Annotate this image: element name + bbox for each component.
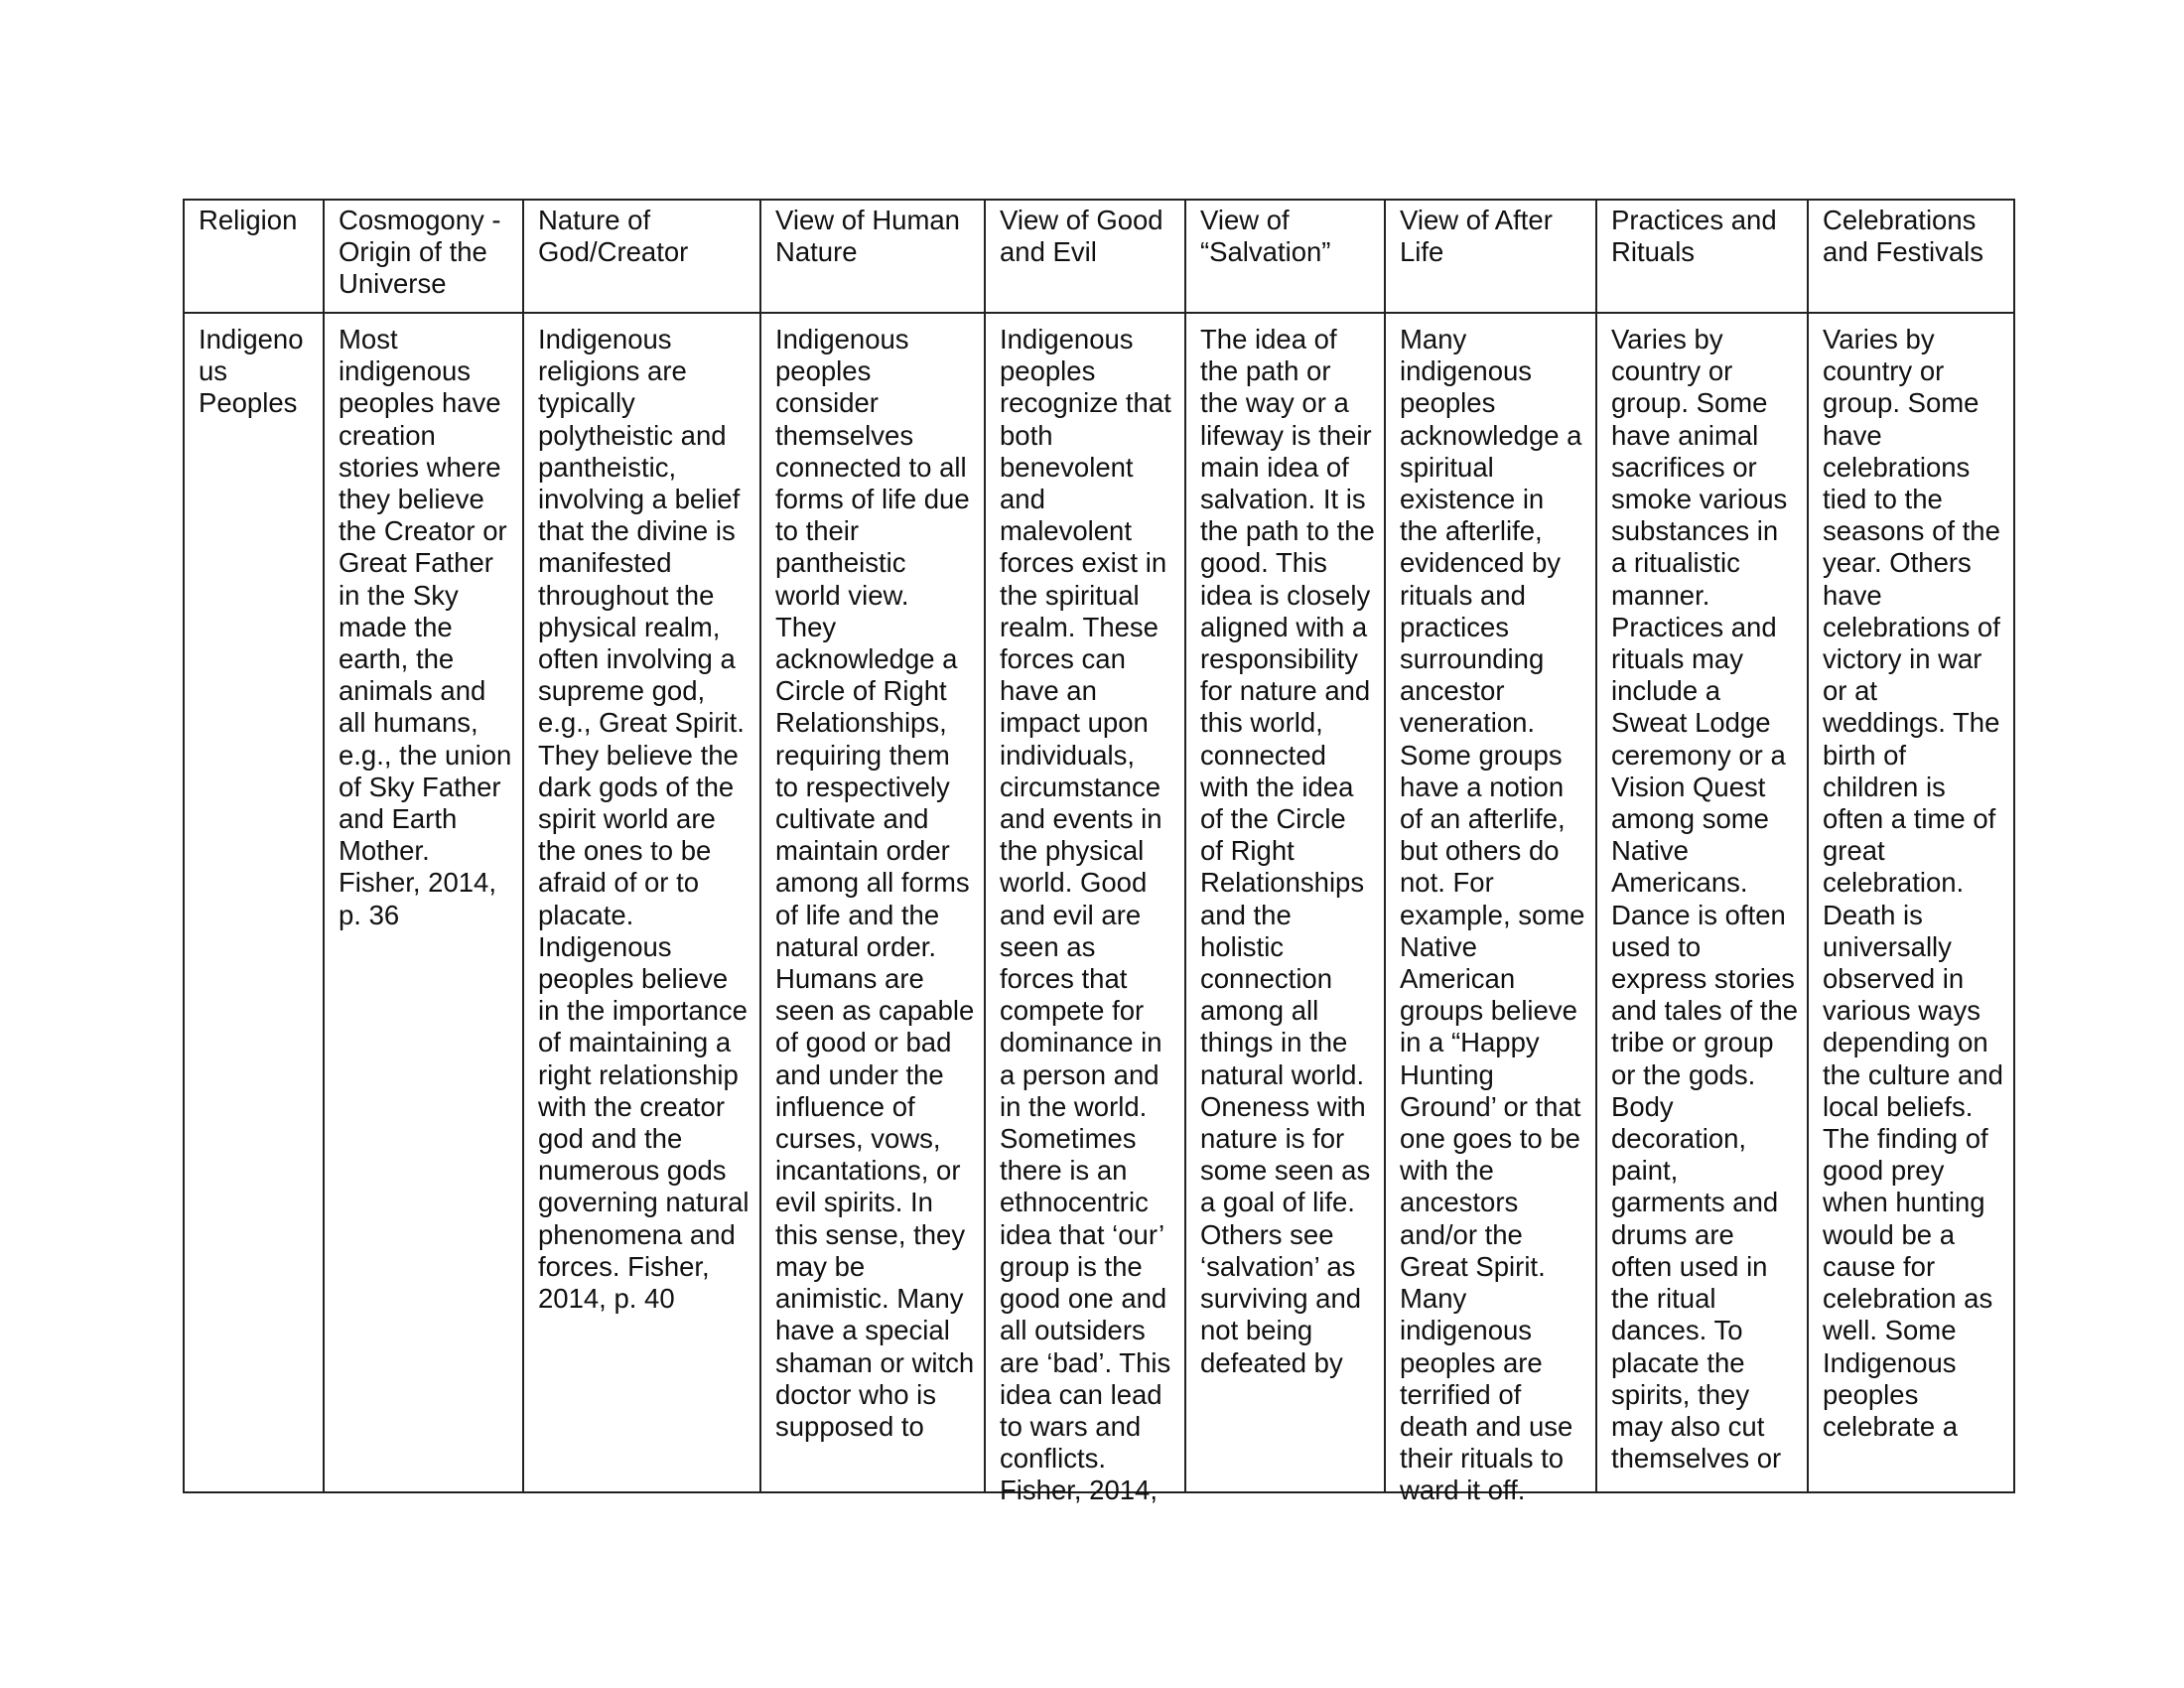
header-cell — [523, 200, 760, 313]
cell-human-nature: Indigenous peoples consider themselves connected to all forms of life due to their pantheistic world view. They acknowledge a Circle of Right Relationships, requiring them to respectively cultivate and maintain order among all forms of life and the natural order. Humans are seen as capable of good or bad and under the influence of curses, vows, incantations, or evil spirits. In this sense, they may be animistic. Many have a special shaman or witch doctor who is supposed to — [775, 324, 975, 1442]
header-good-and-evil: View of Good and Evil — [1000, 205, 1163, 268]
header-practices: Practices and Rituals — [1611, 205, 1777, 268]
cell-practices: Varies by country or group. Some have animal sacrifices or smoke various substances in a ritualistic manner. Practices and rituals may include a Sweat Lodge ceremony or a Vision Quest among some Native Americans. Dance is often used to express stories and tales of the tribe or group or the gods. Body decoration, paint, garments and drums are often used in the ritual dances. To placate the spirits, they may also cut themselves or — [1611, 324, 1799, 1475]
cell-cosmogony: Most indigenous peoples have creation stories where they believe the Creator or Great Father in the Sky made the earth, the animals and all humans, e.g., the union of Sky Father and Earth Mother. Fisher, 2014, p. 36 — [339, 324, 512, 930]
cell-salvation: The idea of the path or the way or a lifeway is their main idea of salvation. It is the path to the good. This idea is closely aligned with a responsibility for nature and this world, connected with the idea of the Circle of Right Relationships and the holistic connection among all things in the natural world. Oneness with nature is for some seen as a goal of life. Others see ‘salvation’ as surviving and not being defeated by — [1200, 324, 1375, 1378]
table-cell — [184, 313, 324, 1492]
header-religion: Religion — [199, 205, 298, 235]
cell-after-life: Many indigenous peoples acknowledge a spiritual existence in the afterlife, evidenced by rituals and practices surrounding ancestor veneration. Some groups have a notion of an afterlife, but others do not. For example, some Native American groups believe in a “Happy Hunting Ground’ or that one goes to be with the ancestors and/or the Great Spirit. Many indigenous peoples are terrified of death and use their rituals to ward it off. — [1400, 324, 1585, 1506]
header-cell — [1185, 200, 1385, 313]
cell-celebrations: Varies by country or group. Some have celebrations tied to the seasons of the year. Others have celebrations of victory in war or at weddings. The birth of children is often a time of great celebration. Death is universally observed in various ways depending on the culture and local beliefs. The finding of good prey when hunting would be a cause for celebration as well. Some Indigenous peoples celebrate a — [1823, 324, 2003, 1442]
table-cell — [1385, 313, 1596, 1506]
header-cell — [1385, 200, 1596, 313]
table-cell — [1185, 313, 1385, 1492]
header-nature-of-god: Nature of God/Creator — [538, 205, 689, 268]
cell-religion: Indigenous Peoples — [199, 324, 304, 419]
religion-comparison-table — [183, 199, 2015, 1506]
cell-good-and-evil: Indigenous peoples recognize that both benevolent and malevolent forces exist in the spiritual realm. These forces can have an impact upon individuals, circumstance and events in the physical world. Good and evil are seen as forces that compete for dominance in a person and in the world. Sometimes there is an ethnocentric idea that ‘our’ group is the good one and all outsiders are ‘bad’. This idea can lead to wars and conflicts. Fisher, 2014, — [1000, 324, 1171, 1506]
header-human-nature: View of Human Nature — [775, 205, 960, 268]
header-cell — [324, 200, 523, 313]
table-cell — [324, 313, 523, 1492]
table-cell — [1596, 313, 1808, 1492]
header-cell — [1808, 200, 2014, 313]
header-celebrations: Celebrations and Festivals — [1823, 205, 1984, 268]
header-after-life: View of After Life — [1400, 205, 1553, 268]
header-cell — [1596, 200, 1808, 313]
table-header-row — [184, 200, 2014, 313]
header-cell — [985, 200, 1185, 313]
table-cell — [1808, 313, 2014, 1492]
table-cell — [760, 313, 985, 1492]
table-cell — [523, 313, 760, 1492]
header-salvation: View of “Salvation” — [1200, 205, 1331, 268]
header-cosmogony: Cosmogony - Origin of the Universe — [339, 205, 501, 300]
table-cell — [985, 313, 1185, 1506]
table-row — [184, 313, 2014, 1492]
header-cell — [184, 200, 324, 313]
cell-nature-of-god: Indigenous religions are typically polytheistic and pantheistic, involving a belief that the divine is manifested throughout the physical realm, often involving a supreme god, e.g., Great Spirit. They believe the dark gods of the spirit world are the ones to be afraid of or to placate. Indigenous peoples believe in the importance of maintaining a right relationship with the creator god and the numerous gods governing natural phenomena and forces. Fisher, 2014, p. 40 — [538, 324, 750, 1315]
header-cell — [760, 200, 985, 313]
